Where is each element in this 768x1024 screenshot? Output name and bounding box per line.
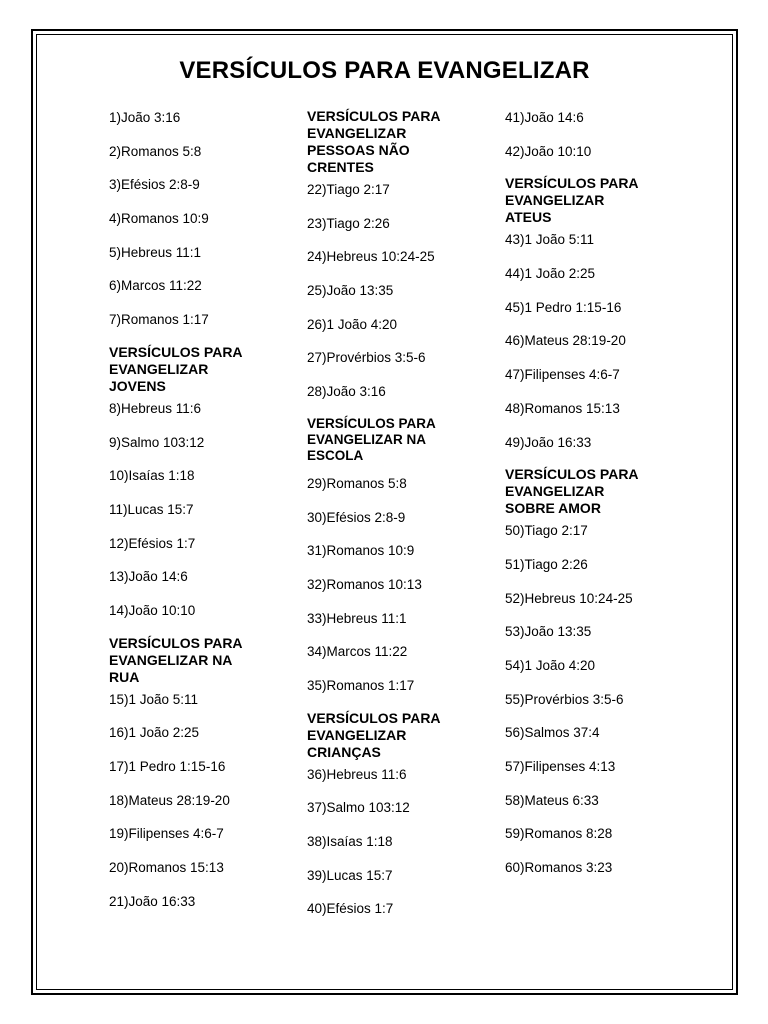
section-heading-nao-crentes (307, 108, 487, 176)
verse-reference: 4)Romanos 10:9 (109, 211, 209, 227)
section-heading-line: ESCOLA (307, 447, 364, 463)
verse-list (505, 230, 685, 466)
section-heading-line: PESSOAS NÃO (307, 142, 410, 158)
verse-reference: 33)Hebreus 11:1 (307, 610, 407, 626)
verse-reference: 58)Mateus 6:33 (505, 792, 599, 808)
verse-reference: 24)Hebreus 10:24-25 (307, 249, 435, 265)
section-heading-line: EVANGELIZAR (307, 125, 407, 141)
verse-list (307, 765, 487, 933)
verse-reference: 43)1 João 5:11 (505, 232, 595, 248)
verse-list (109, 108, 289, 344)
verse-reference: 40)Efésios 1:7 (307, 901, 394, 917)
verse-reference: 18)Mateus 28:19-20 (109, 792, 230, 808)
verse-reference: 6)Marcos 11:22 (109, 278, 202, 294)
section-heading-ateus (505, 175, 685, 226)
verse-reference: 38)Isaías 1:18 (307, 834, 393, 849)
verse-reference: 10)Isaías 1:18 (109, 468, 195, 484)
section-heading-line: VERSÍCULOS PARA (109, 343, 243, 360)
section-heading-line: EVANGELIZAR (109, 360, 209, 377)
verse-reference: 16)1 João 2:25 (109, 725, 200, 741)
verse-reference: 45)1 Pedro 1:15-16 (505, 299, 622, 315)
column-2 (307, 108, 487, 933)
verse-list (505, 521, 685, 892)
verse-list (109, 399, 289, 635)
verse-reference: 47)Filipenses 4:6-7 (505, 367, 620, 383)
verse-reference: 13)João 14:6 (109, 569, 188, 585)
verse-reference: 42)João 10:10 (505, 143, 592, 159)
verse-reference: 34)Marcos 11:22 (307, 644, 408, 660)
verse-reference: 36)Hebreus 11:6 (307, 766, 407, 782)
section-heading-jovens (109, 344, 289, 395)
verse-reference: 1)João 3:16 (109, 110, 181, 125)
verse-list (307, 474, 487, 710)
verse-reference: 56)Salmos 37:4 (505, 725, 600, 741)
verse-reference: 46)Mateus 28:19-20 (505, 333, 626, 349)
section-heading-escola (307, 416, 487, 464)
column-3 (505, 108, 685, 892)
verse-list (307, 180, 487, 416)
verse-reference: 14)João 10:10 (109, 602, 196, 618)
verse-reference: 52)Hebreus 10:24-25 (505, 590, 633, 606)
verse-reference: 37)Salmo 103:12 (307, 800, 410, 816)
verse-reference: 32)Romanos 10:13 (307, 576, 422, 592)
section-heading-line: VERSÍCULOS PARA (505, 466, 639, 483)
verse-reference: 22)Tiago 2:17 (307, 182, 390, 197)
verse-reference: 12)Efésios 1:7 (109, 535, 196, 551)
section-heading-line: VERSÍCULOS PARA (505, 175, 639, 192)
column-1 (109, 108, 289, 925)
verse-reference: 19)Filipenses 4:6-7 (109, 826, 224, 842)
verse-reference: 31)Romanos 10:9 (307, 543, 415, 559)
verse-reference: 8)Hebreus 11:6 (109, 400, 202, 416)
section-heading-line: EVANGELIZAR (505, 192, 605, 209)
section-heading-line: RUA (109, 668, 140, 685)
verse-reference: 15)1 João 5:11 (109, 691, 199, 707)
section-heading-line: SOBRE AMOR (505, 500, 601, 517)
section-heading-line: CRENTES (307, 159, 374, 175)
verse-reference: 41)João 14:6 (505, 110, 584, 125)
section-heading-line: VERSÍCULOS PARA (307, 709, 441, 726)
verse-reference: 29)Romanos 5:8 (307, 475, 407, 491)
verse-reference: 57)Filipenses 4:13 (505, 759, 616, 774)
section-heading-line: VERSÍCULOS PARA (307, 108, 441, 124)
verse-reference: 7)Romanos 1:17 (109, 312, 209, 328)
section-heading-line: EVANGELIZAR NA (109, 651, 233, 668)
verse-reference: 59)Romanos 8:28 (505, 826, 613, 842)
verse-reference: 30)Efésios 2:8-9 (307, 509, 406, 525)
verse-reference: 5)Hebreus 11:1 (109, 244, 202, 260)
verse-reference: 50)Tiago 2:17 (505, 523, 588, 539)
section-heading-line: CRIANÇAS (307, 743, 381, 760)
verse-reference: 60)Romanos 3:23 (505, 860, 613, 876)
verse-reference: 23)Tiago 2:26 (307, 215, 390, 231)
verse-reference: 44)1 João 2:25 (505, 266, 596, 282)
verse-list (505, 108, 685, 175)
verse-reference: 3)Efésios 2:8-9 (109, 177, 200, 193)
section-heading-criancas (307, 710, 487, 761)
section-heading-amor (505, 466, 685, 517)
verse-reference: 20)Romanos 15:13 (109, 860, 224, 876)
verse-reference: 21)João 16:33 (109, 893, 196, 909)
section-heading-rua (109, 635, 289, 686)
verse-reference: 2)Romanos 5:8 (109, 143, 202, 159)
verse-reference: 51)Tiago 2:26 (505, 556, 588, 572)
verse-reference: 35)Romanos 1:17 (307, 677, 415, 693)
verse-reference: 25)João 13:35 (307, 283, 394, 299)
verse-list (109, 690, 289, 926)
section-heading-line: EVANGELIZAR (505, 483, 605, 500)
verse-reference: 48)Romanos 15:13 (505, 400, 620, 416)
verse-reference: 53)João 13:35 (505, 624, 592, 640)
verse-reference: 11)Lucas 15:7 (109, 501, 194, 517)
section-heading-line: ATEUS (505, 209, 552, 226)
verse-reference: 55)Provérbios 3:5-6 (505, 691, 624, 707)
section-heading-line: EVANGELIZAR NA (307, 431, 427, 447)
verse-reference: 49)João 16:33 (505, 434, 592, 450)
verse-reference: 54)1 João 4:20 (505, 657, 596, 673)
verse-reference: 17)1 Pedro 1:15-16 (109, 759, 226, 774)
verse-reference: 26)1 João 4:20 (307, 316, 398, 332)
section-heading-line: VERSÍCULOS PARA (307, 415, 436, 431)
section-heading-line: VERSÍCULOS PARA (109, 634, 243, 651)
page-title: VERSÍCULOS PARA EVANGELIZAR (179, 57, 590, 84)
verse-reference: 9)Salmo 103:12 (109, 434, 205, 450)
section-heading-line: JOVENS (109, 377, 166, 394)
verse-reference: 39)Lucas 15:7 (307, 867, 393, 883)
verse-reference: 28)João 3:16 (307, 384, 386, 400)
section-heading-line: EVANGELIZAR (307, 726, 407, 743)
verse-reference: 27)Provérbios 3:5-6 (307, 350, 426, 366)
